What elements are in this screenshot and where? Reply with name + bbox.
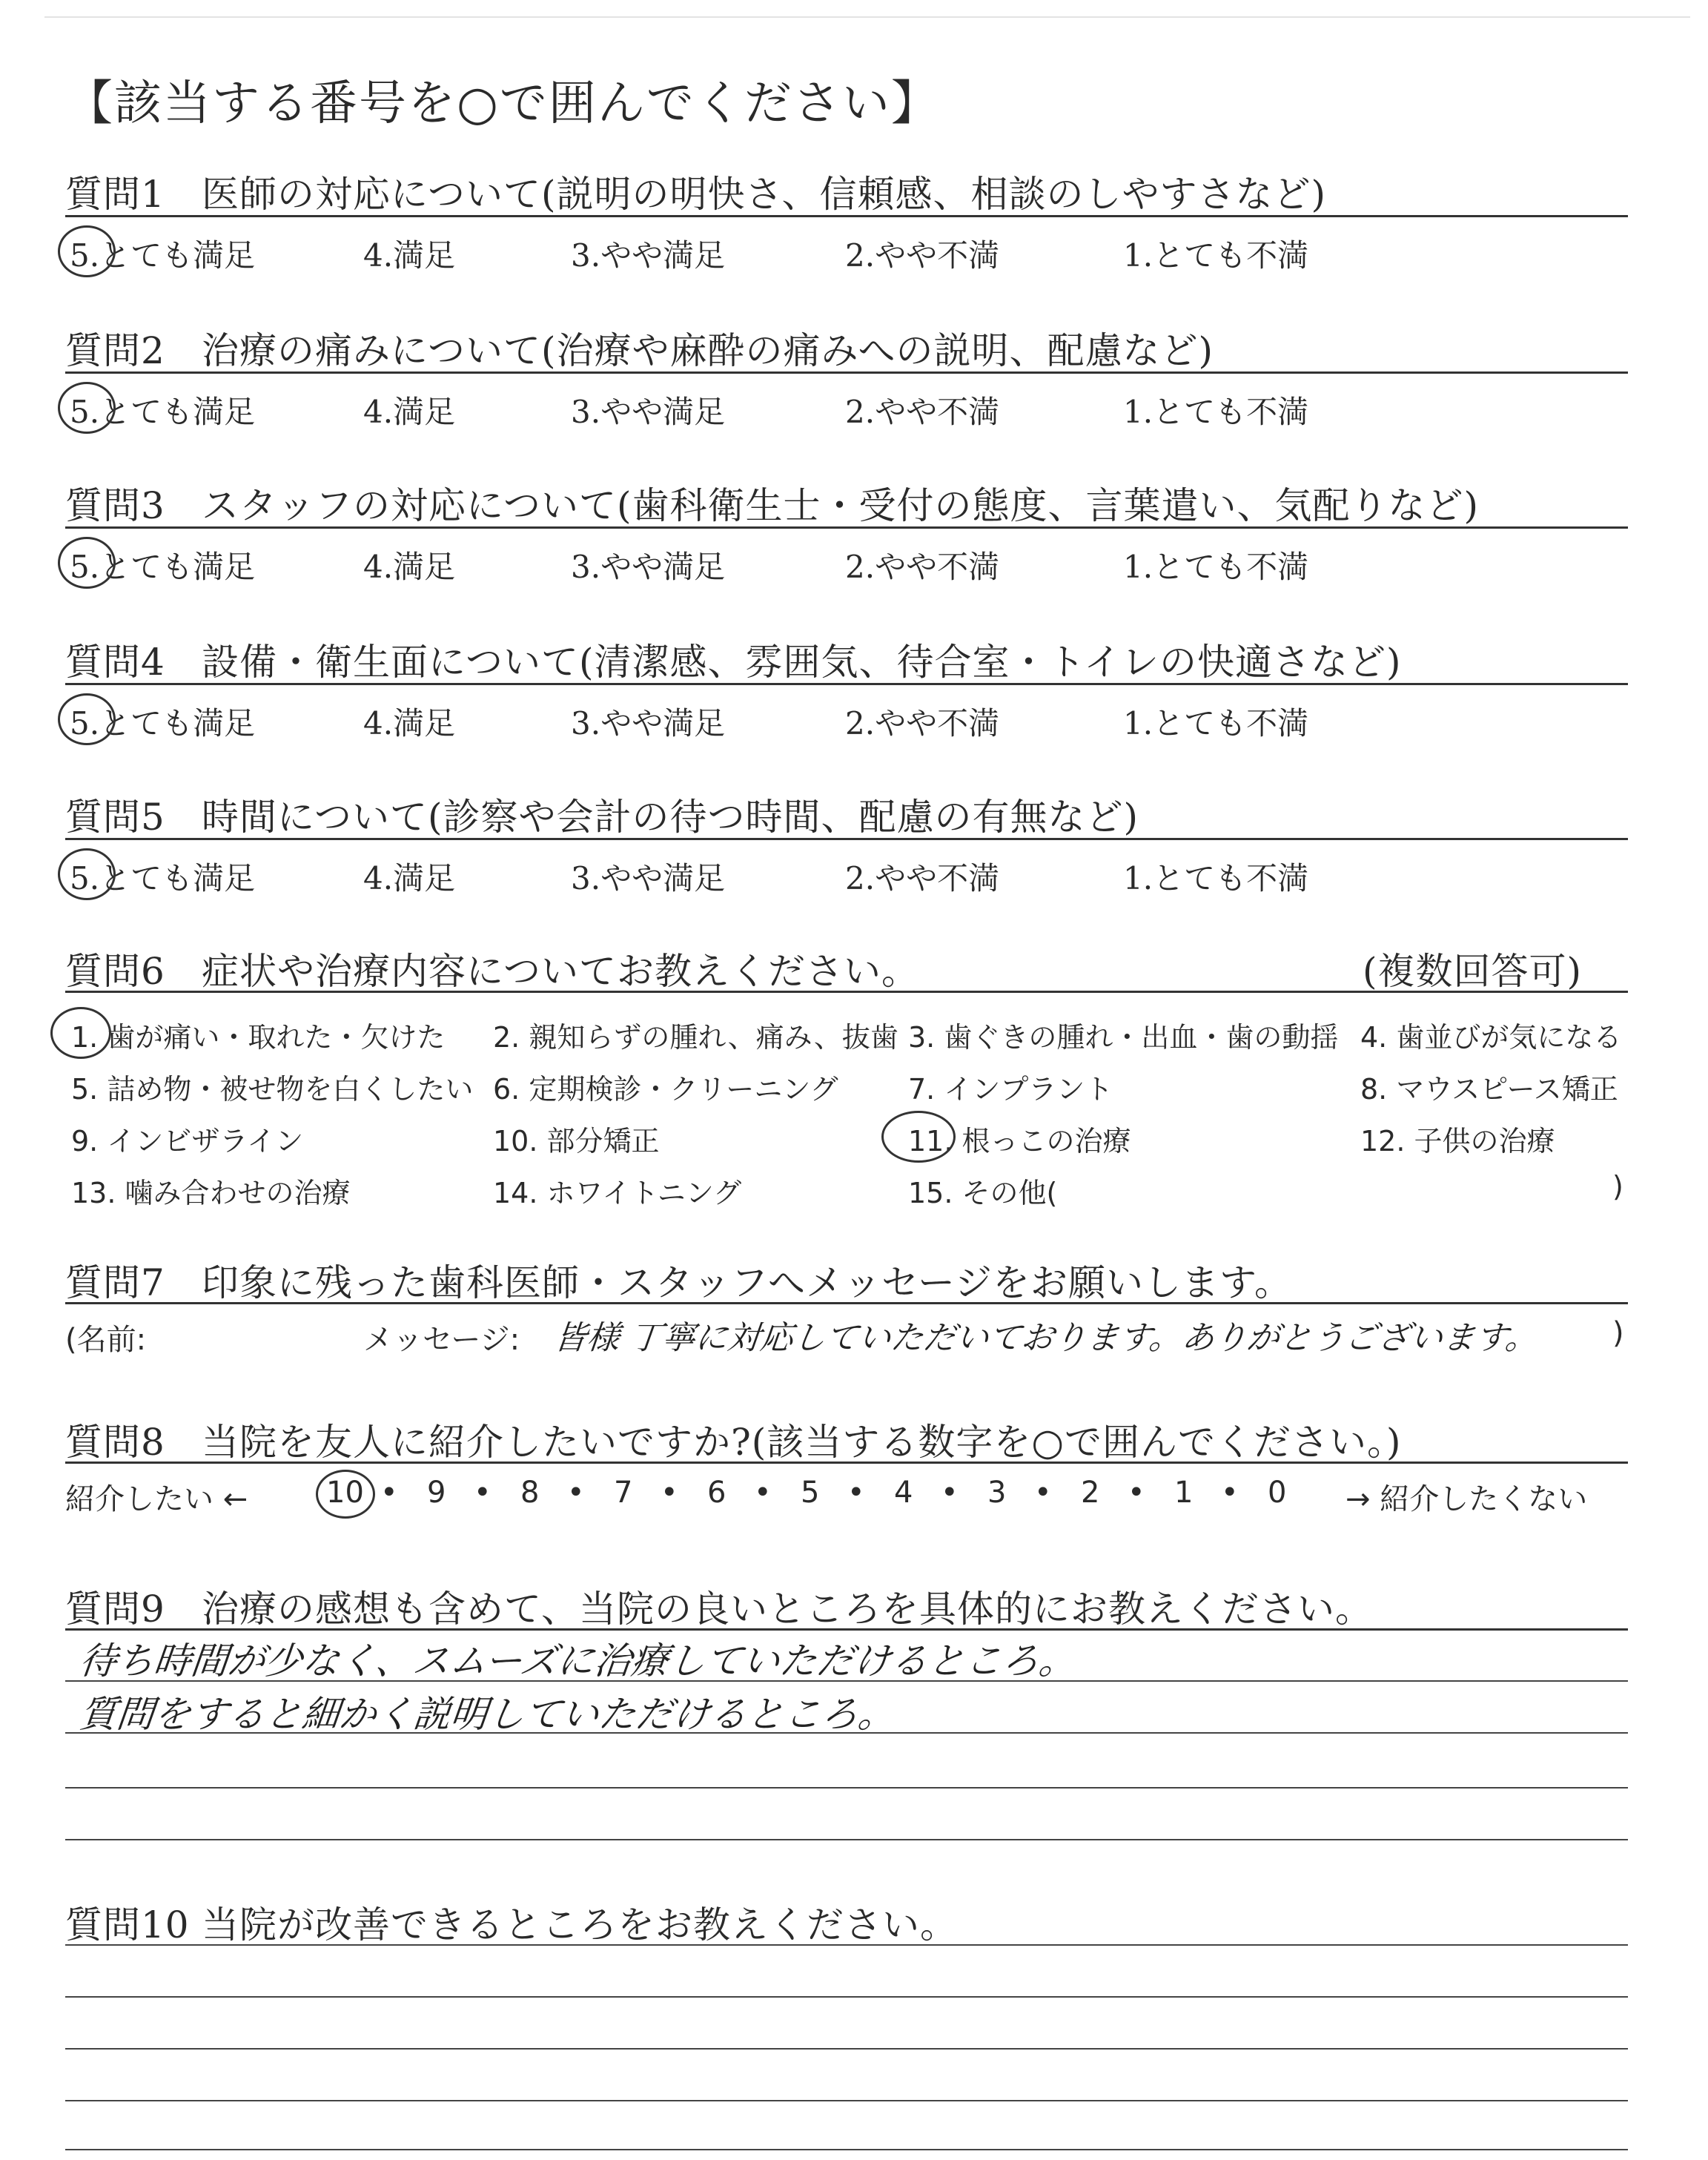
symptom-option[interactable]: 8. マウスピース矯正 [1360,1073,1618,1106]
message-label: メッセージ: [363,1323,520,1357]
question-text: 当院を友人に紹介したいですか?(該当する数字を○で囲んでください。) [202,1421,1402,1464]
question-text: スタッフの対応について(歯科衛生士・受付の態度、言葉遣い、気配りなど) [202,484,1480,527]
rating-option[interactable]: 3.やや満足 [571,705,726,742]
answer-line [65,2100,1628,2101]
question-text: 当院が改善できるところをお教えください。 [202,1903,958,1946]
dot-separator: • [1221,1476,1239,1510]
rating-option[interactable]: 5.とても満足 [70,860,256,896]
symptom-option[interactable]: 4. 歯並びが気になる [1360,1021,1622,1054]
question-label: 質問2 [65,329,165,372]
rating-option[interactable]: 2.やや不満 [845,549,1000,585]
dot-separator: • [1034,1476,1052,1510]
symptom-option[interactable]: 5. 詰め物・被せ物を白くしたい [71,1073,474,1106]
question-label: 質問1 [65,173,165,216]
dot-separator: • [754,1476,772,1510]
symptom-option[interactable]: 1. 歯が痛い・取れた・欠けた [71,1021,446,1054]
recommend-right-label: → 紹介したくない [1345,1482,1588,1516]
rating-option[interactable]: 5.とても満足 [70,394,256,430]
symptom-option[interactable]: 6. 定期検診・クリーニング [493,1073,838,1106]
rating-option[interactable]: 3.やや満足 [571,549,726,585]
question-label: 質問6 [65,950,165,993]
rating-option[interactable]: 3.やや満足 [571,237,726,274]
recommend-number[interactable]: 0 [1268,1476,1287,1510]
selected-circle [58,693,116,745]
dot-separator: • [661,1476,678,1510]
rating-option[interactable]: 3.やや満足 [571,860,726,896]
question-text: 設備・衛生面について(清潔感、雰囲気、待合室・トイレの快適さなど) [202,641,1402,684]
symptom-option[interactable]: 2. 親知らずの腫れ、痛み、抜歯 [493,1021,898,1054]
page-title: 【該当する番号を○で囲んでください】 [65,76,940,131]
selected-circle [58,537,116,589]
symptom-option[interactable]: 14. ホワイトニング [493,1177,742,1209]
answer-line [65,1462,1628,1464]
selected-circle [58,225,116,277]
recommend-number[interactable]: 3 [987,1476,1007,1510]
question-text: 医師の対応について(説明の明快さ、信頼感、相談のしやすさなど) [202,173,1327,216]
selected-circle [316,1470,375,1519]
question-text: 時間について(診察や会計の待つ時間、配慮の有無など) [202,796,1139,839]
selected-circle [50,1007,111,1059]
answer-line [65,526,1628,529]
rating-option[interactable]: 4.満足 [363,394,456,430]
selected-circle [58,848,116,900]
answer-line [65,683,1628,685]
answer-line [65,1302,1628,1304]
symptom-option[interactable]: 3. 歯ぐきの腫れ・出血・歯の動揺 [908,1021,1339,1054]
selected-circle [58,382,116,434]
recommend-number[interactable]: 9 [427,1476,446,1510]
question-label: 質問10 [65,1903,190,1946]
answer-line [65,215,1628,217]
question-text: 治療の感想も含めて、当院の良いところを具体的にお教えください。 [202,1588,1373,1631]
rating-option[interactable]: 5.とても満足 [70,705,256,742]
rating-option[interactable]: 2.やや不満 [845,860,1000,896]
rating-option[interactable]: 2.やや不満 [845,237,1000,274]
selected-circle [881,1111,956,1163]
symptom-option[interactable]: 12. 子供の治療 [1360,1125,1555,1157]
name-label: (名前: [65,1323,147,1357]
answer-line [65,838,1628,840]
question-label: 質問4 [65,641,165,684]
dot-separator: • [1128,1476,1145,1510]
scan-edge [44,16,1690,18]
message-close-paren: ) [1612,1316,1624,1350]
rating-option[interactable]: 4.満足 [363,705,456,742]
symptom-option[interactable]: 10. 部分矯正 [493,1125,660,1157]
answer-line [65,1628,1628,1631]
question-label: 質問7 [65,1261,165,1304]
recommend-number[interactable]: 10 [326,1476,364,1510]
recommend-number[interactable]: 2 [1081,1476,1100,1510]
recommend-number[interactable]: 8 [520,1476,540,1510]
recommend-number[interactable]: 1 [1174,1476,1194,1510]
symptom-option[interactable]: 15. その他( [908,1177,1058,1209]
symptom-option[interactable]: 11. 根っこの治療 [908,1125,1131,1157]
rating-option[interactable]: 3.やや満足 [571,394,726,430]
dot-separator: • [567,1476,585,1510]
multiple-answer-note: (複数回答可) [1363,950,1583,993]
question-label: 質問8 [65,1421,165,1464]
recommend-number[interactable]: 7 [614,1476,633,1510]
other-close-paren: ) [1612,1170,1623,1203]
recommend-number[interactable]: 4 [894,1476,913,1510]
rating-option[interactable]: 1.とても不満 [1123,237,1309,274]
handwritten-line: 待ち時間が少なく、スムーズに治療していただけるところ。 [77,1639,1079,1682]
dot-separator: • [847,1476,865,1510]
answer-line [65,991,1628,993]
rating-option[interactable]: 1.とても不満 [1123,705,1309,742]
recommend-number[interactable]: 5 [801,1476,820,1510]
recommend-left-label: 紹介したい ← [65,1482,248,1516]
rating-option[interactable]: 2.やや不満 [845,705,1000,742]
symptom-option[interactable]: 7. インプラント [908,1073,1113,1106]
answer-line [65,371,1628,374]
message-handwritten: 皆様 丁寧に対応していただいております。ありがとうございます。 [552,1319,1540,1357]
answer-line [65,2149,1628,2150]
rating-option[interactable]: 5.とても満足 [70,549,256,585]
rating-option[interactable]: 1.とても不満 [1123,860,1309,896]
rating-option[interactable]: 1.とても不満 [1123,394,1309,430]
rating-option[interactable]: 4.満足 [363,860,456,896]
rating-option[interactable]: 2.やや不満 [845,394,1000,430]
handwritten-line: 質問をすると細かく説明していただけるところ。 [77,1693,898,1736]
symptom-option[interactable]: 13. 噛み合わせの治療 [71,1177,351,1209]
question-text: 症状や治療内容についてお教えください。 [202,950,919,993]
question-text: 印象に残った歯科医師・スタッフへメッセージをお願いします。 [202,1261,1292,1304]
answer-line [65,2048,1628,2050]
answer-line [65,1787,1628,1789]
rating-option[interactable]: 4.満足 [363,549,456,585]
rating-option[interactable]: 4.満足 [363,237,456,274]
dot-separator: • [941,1476,959,1510]
question-label: 質問9 [65,1588,165,1631]
dot-separator: • [474,1476,491,1510]
symptom-option[interactable]: 9. インビザライン [71,1125,304,1157]
question-label: 質問3 [65,484,165,527]
recommend-number[interactable]: 6 [707,1476,726,1510]
rating-option[interactable]: 5.とても満足 [70,237,256,274]
answer-line [65,1944,1628,1946]
answer-line [65,1996,1628,1998]
dot-separator: • [380,1476,398,1510]
answer-line [65,1839,1628,1840]
question-label: 質問5 [65,796,165,839]
rating-option[interactable]: 1.とても不満 [1123,549,1309,585]
question-text: 治療の痛みについて(治療や麻酔の痛みへの説明、配慮など) [202,329,1214,372]
